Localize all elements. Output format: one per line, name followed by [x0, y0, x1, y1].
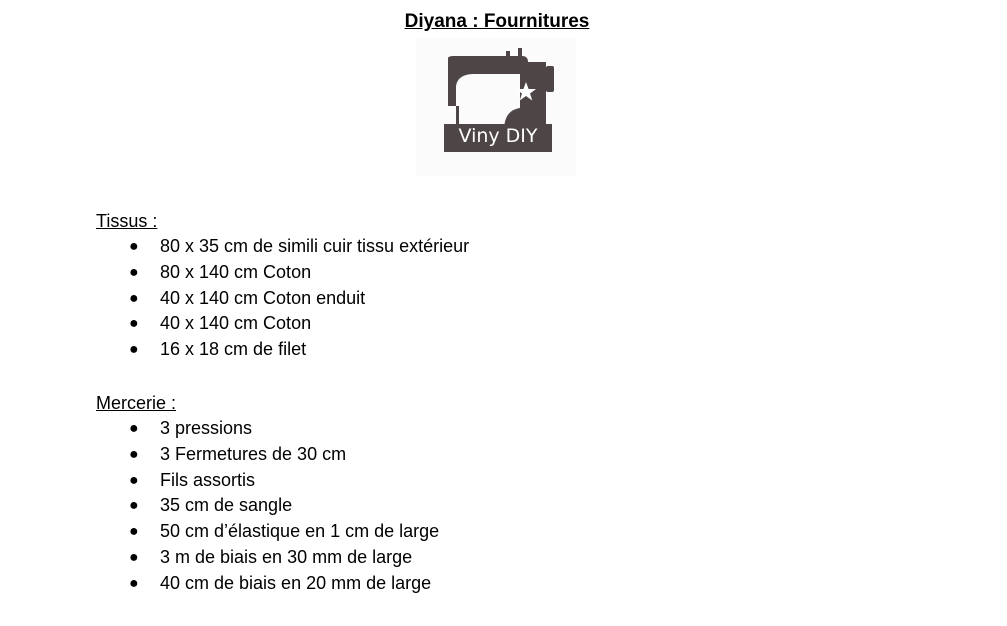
mercerie-heading: Mercerie :: [96, 393, 177, 413]
bullet-icon: ●: [129, 445, 139, 463]
list-item: [96, 545, 439, 571]
list-item: [96, 519, 439, 545]
list-item: [96, 337, 469, 363]
bullet-icon: ●: [129, 289, 139, 307]
tissus-section: [96, 208, 469, 363]
list-item-text: 40 x 140 cm Coton enduit: [160, 287, 366, 308]
bullet-icon: ●: [129, 471, 139, 489]
list-item: [96, 468, 439, 494]
list-item: [96, 442, 439, 468]
list-item-text: 16 x 18 cm de filet: [160, 339, 307, 360]
bullet-icon: ●: [129, 315, 139, 333]
list-item-text: 40 cm de biais en 20 mm de large: [160, 572, 432, 593]
document-title: Diyana : Fournitures: [404, 11, 590, 32]
list-item: [96, 493, 439, 519]
mercerie-section: [96, 390, 439, 597]
list-item-text: 50 cm d’élastique en 1 cm de large: [160, 521, 440, 542]
tissus-heading: Tissus :: [96, 211, 158, 231]
list-item-text: 80 x 140 cm Coton: [160, 261, 312, 282]
logo: [416, 38, 576, 176]
bullet-icon: ●: [129, 497, 139, 515]
bullet-icon: ●: [129, 420, 139, 437]
bullet-icon: ●: [129, 574, 139, 592]
bullet-icon: ●: [129, 341, 139, 359]
bullet-icon: ●: [129, 263, 139, 281]
bullet-icon: ●: [129, 238, 139, 255]
list-item: [96, 311, 469, 337]
list-item-text: 35 cm de sangle: [160, 495, 293, 516]
list-item: [96, 260, 469, 286]
bullet-icon: ●: [129, 523, 139, 541]
logo-label: Viny DIY: [458, 125, 538, 147]
list-item-text: 80 x 35 cm de simili cuir tissu extérieur: [160, 236, 470, 256]
list-item: [96, 416, 439, 442]
tissus-list: [96, 234, 469, 363]
list-item: [96, 234, 469, 260]
mercerie-list: [96, 416, 439, 597]
list-item-text: Fils assortis: [160, 469, 256, 490]
list-item-text: 40 x 140 cm Coton: [160, 313, 312, 334]
bullet-icon: ●: [129, 548, 139, 566]
list-item-text: 3 pressions: [160, 418, 253, 438]
list-item-text: 3 m de biais en 30 mm de large: [160, 546, 413, 567]
list-item: [96, 286, 469, 312]
list-item: [96, 571, 439, 597]
list-item-text: 3 Fermetures de 30 cm: [160, 443, 347, 464]
